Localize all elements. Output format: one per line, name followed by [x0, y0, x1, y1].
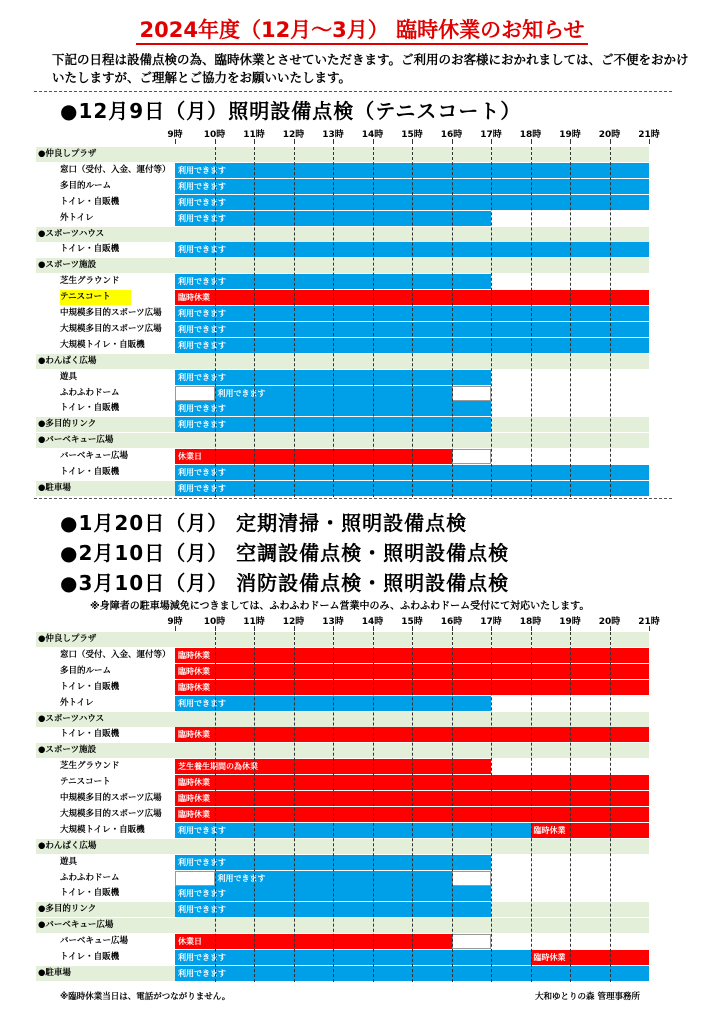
hour-label: 21時	[638, 130, 660, 140]
bar-label: 臨時休業	[178, 293, 210, 303]
facility-row	[36, 791, 649, 806]
facility-row	[36, 759, 649, 774]
facility-label: 芝生グラウンド	[60, 761, 120, 772]
facility-row	[36, 648, 649, 663]
hour-gridline	[531, 632, 532, 982]
hour-tick	[491, 139, 492, 144]
hour-gridline	[333, 632, 334, 982]
bar-label: 利用できます	[178, 197, 226, 207]
available-bar	[175, 950, 531, 965]
intro-text: 下記の日程は設備点検の為、臨時休業とさせていただきます。ご利用のお客様におかれましては、ご不便をおかけいたしますが、ご理解とご協力をお願いいたします。	[52, 52, 689, 85]
bar-label: 利用できます	[178, 277, 226, 287]
hour-tick	[531, 626, 532, 631]
empty-bar	[452, 934, 492, 949]
bar-label: 利用できます	[178, 404, 226, 414]
category-row	[36, 918, 649, 933]
hour-label: 19時	[559, 130, 581, 140]
hour-gridline	[531, 147, 532, 497]
category-label: ●多目的リンク	[38, 904, 97, 915]
facility-label: テニスコート	[60, 290, 131, 305]
category-label: ●駐車場	[38, 482, 71, 493]
hour-gridline	[254, 147, 255, 497]
bar-label: 臨時休業	[533, 953, 566, 962]
hour-gridline	[491, 632, 492, 982]
hour-tick	[452, 626, 453, 631]
available-bar	[175, 823, 531, 838]
facility-row	[36, 211, 649, 226]
hour-label: 9時	[167, 617, 183, 627]
bar-label: 臨時休業	[178, 666, 210, 676]
category-row	[36, 966, 649, 981]
bar-label: 休業日	[178, 452, 202, 462]
empty-bar	[175, 386, 215, 401]
facility-row	[36, 242, 649, 257]
bar-label: 利用できます	[178, 324, 226, 334]
section1-heading: ●12月9日（月）照明設備点検（テニスコート）	[60, 99, 522, 123]
hour-gridline	[294, 632, 295, 982]
category-row	[36, 147, 649, 162]
category-label: ●バーベキュー広場	[38, 920, 114, 931]
bar-label: 利用できます	[178, 483, 226, 493]
hour-gridline	[333, 147, 334, 497]
facility-label: バーベキュー広場	[60, 936, 129, 947]
facility-label: 中規模多目的スポーツ広場	[60, 793, 162, 803]
facility-label: 遊具	[60, 856, 78, 867]
hour-label: 16時	[440, 130, 463, 140]
hour-tick	[254, 626, 255, 631]
hour-gridline	[570, 632, 571, 982]
facility-label: 大規模多目的スポーツ広場	[60, 323, 162, 334]
hour-label: 20時	[598, 617, 621, 627]
section2-heading-1: ●1月20日（月） 定期清掃・照明設備点検	[60, 511, 468, 535]
hour-gridline	[610, 147, 611, 497]
bar-label: 利用できます	[178, 968, 226, 978]
hour-tick	[412, 626, 413, 631]
hour-label: 14時	[361, 617, 384, 627]
facility-label: テニスコート	[60, 777, 111, 788]
facility-row	[36, 274, 649, 289]
hour-tick	[254, 139, 255, 144]
hour-label: 18時	[519, 130, 542, 140]
facility-row	[36, 934, 649, 949]
facility-label: 大規模トイレ・自販機	[60, 339, 145, 350]
facility-row	[36, 727, 649, 742]
bar-label: 臨時休業	[178, 794, 210, 803]
category-label: ●スポーツ施設	[38, 745, 97, 756]
category-row	[36, 417, 649, 432]
facility-label: 中規模多目的スポーツ広場	[60, 308, 162, 318]
section2-heading-3: ●3月10日（月） 消防設備点検・照明設備点検	[60, 571, 510, 595]
closed-bar	[175, 449, 452, 464]
facility-label: トイレ・自販機	[60, 729, 120, 740]
category-row	[36, 433, 649, 448]
hour-gridline	[215, 632, 216, 982]
category-row	[36, 712, 649, 727]
bar-label: 利用できます	[178, 889, 226, 899]
facility-label: トイレ・自販機	[60, 244, 120, 255]
hour-gridline	[452, 147, 453, 497]
divider	[34, 498, 672, 499]
hour-label: 11時	[243, 130, 265, 140]
facility-label: 窓口（受付、入金、運付等）	[60, 164, 171, 175]
hour-tick	[452, 139, 453, 144]
category-row	[36, 839, 649, 854]
facility-label: トイレ・自販機	[60, 196, 120, 207]
facility-row	[36, 680, 649, 695]
facility-label: トイレ・自販機	[60, 952, 120, 962]
hour-gridline	[610, 632, 611, 982]
bar-label: 臨時休業	[178, 778, 210, 788]
footer-office: 大和ゆとりの森 管理事務所	[535, 992, 640, 1002]
hour-tick	[294, 626, 295, 631]
facility-label: 外トイレ	[60, 212, 94, 223]
hour-label: 9時	[167, 130, 183, 140]
empty-bar	[175, 871, 215, 886]
bar-label: 芝生養生期間の為休業	[178, 762, 258, 772]
hour-label: 12時	[282, 130, 305, 140]
facility-label: 窓口（受付、入金、運付等）	[60, 649, 171, 660]
bar-label: 利用できます	[217, 388, 266, 398]
bar-label: 臨時休業	[178, 682, 210, 692]
hour-label: 12時	[282, 617, 305, 627]
category-row	[36, 902, 649, 917]
empty-bar	[452, 386, 492, 401]
hour-label: 17時	[480, 617, 502, 627]
facility-row	[36, 855, 649, 870]
hour-gridline	[412, 147, 413, 497]
hour-label: 17時	[480, 130, 502, 140]
facility-label: 外トイレ	[60, 697, 94, 708]
category-row	[36, 743, 649, 758]
category-label: ●仲良しプラザ	[38, 149, 97, 159]
empty-bar	[452, 449, 492, 464]
category-label: ●駐車場	[38, 967, 71, 978]
closed-bar	[175, 934, 452, 949]
bar-label: 臨時休業	[178, 809, 210, 819]
facility-row	[36, 179, 649, 194]
hour-tick	[215, 139, 216, 144]
facility-label: ふわふわドーム	[60, 872, 120, 883]
facility-row	[36, 807, 649, 822]
facility-row	[36, 370, 649, 385]
bar-label: 利用できます	[178, 468, 226, 477]
hour-tick	[215, 626, 216, 631]
category-label: ●多目的リンク	[38, 419, 97, 430]
hour-tick	[610, 626, 611, 631]
hour-tick	[333, 139, 334, 144]
facility-row	[36, 401, 649, 416]
category-row	[36, 632, 649, 647]
hour-label: 20時	[598, 130, 621, 140]
bar-label: 利用できます	[178, 857, 226, 867]
bar-label: 利用できます	[178, 245, 226, 255]
hour-tick	[175, 139, 176, 144]
category-row	[36, 227, 649, 242]
facility-label: トイレ・自販機	[60, 888, 120, 899]
hour-gridline	[215, 147, 216, 497]
bar-label: 休業日	[178, 937, 202, 947]
facility-row	[36, 465, 649, 480]
bar-label: 利用できます	[178, 372, 226, 382]
facility-row	[36, 950, 649, 965]
category-label: ●バーベキュー広場	[38, 435, 114, 446]
hour-gridline	[452, 632, 453, 982]
bar-label: 臨時休業	[178, 730, 210, 740]
hour-tick	[570, 626, 571, 631]
hour-tick	[373, 139, 374, 144]
footer-note: ※臨時休業当日は、電話がつながりません。	[60, 992, 231, 1002]
category-row	[36, 258, 649, 273]
facility-row	[36, 696, 649, 711]
facility-label: 多目的ルーム	[60, 665, 112, 676]
facility-row	[36, 823, 649, 838]
bar-label: 利用できます	[178, 309, 226, 318]
hour-tick	[175, 626, 176, 631]
hour-tick	[373, 626, 374, 631]
facility-label: 大規模多目的スポーツ広場	[60, 808, 162, 819]
bar-label: 利用できます	[178, 340, 226, 350]
facility-row	[36, 163, 649, 178]
facility-label: ふわふわドーム	[60, 387, 120, 398]
hour-tick	[610, 139, 611, 144]
hour-tick	[649, 626, 650, 631]
hour-tick	[531, 139, 532, 144]
category-row	[36, 481, 649, 496]
hour-gridline	[373, 632, 374, 982]
facility-row	[36, 338, 649, 353]
category-label: ●スポーツハウス	[38, 713, 105, 724]
hour-tick	[294, 139, 295, 144]
hour-tick	[570, 139, 571, 144]
facility-row	[36, 775, 649, 790]
hour-label: 13時	[322, 130, 344, 140]
hour-tick	[491, 626, 492, 631]
bar-label: 利用できます	[178, 825, 226, 835]
bar-label: 利用できます	[178, 953, 226, 962]
section2-heading-2: ●2月10日（月） 空調設備点検・照明設備点検	[60, 541, 510, 565]
hour-gridline	[294, 147, 295, 497]
hour-gridline	[491, 147, 492, 497]
category-row	[36, 354, 649, 369]
empty-bar	[452, 871, 492, 886]
category-label: ●スポーツ施設	[38, 260, 97, 271]
hour-label: 10時	[203, 130, 226, 140]
facility-row	[36, 386, 649, 401]
bar-label: 利用できます	[217, 873, 266, 883]
category-label: ●わんぱく広場	[38, 840, 97, 851]
category-label: ●わんぱく広場	[38, 355, 97, 366]
hour-label: 16時	[440, 617, 463, 627]
hour-label: 21時	[638, 617, 660, 627]
facility-row	[36, 306, 649, 321]
divider	[34, 91, 672, 92]
facility-row	[36, 449, 649, 464]
facility-label: バーベキュー広場	[60, 451, 129, 462]
page-title	[0, 14, 724, 44]
hour-label: 14時	[361, 130, 384, 140]
hour-tick	[412, 139, 413, 144]
facility-label: 芝生グラウンド	[60, 276, 120, 287]
page-title-text: 2024年度（12月～3月） 臨時休業のお知らせ	[136, 18, 589, 45]
facility-row	[36, 886, 649, 901]
hour-label: 13時	[322, 617, 344, 627]
hour-label: 15時	[401, 130, 423, 140]
facility-row	[36, 195, 649, 210]
facility-label: 大規模トイレ・自販機	[60, 824, 145, 835]
facility-row	[36, 664, 649, 679]
category-label: ●スポーツハウス	[38, 228, 105, 239]
bar-label: 利用できます	[178, 213, 226, 223]
facility-label: トイレ・自販機	[60, 467, 120, 477]
hour-label: 18時	[519, 617, 542, 627]
bar-label: 利用できます	[178, 698, 226, 708]
hour-gridline	[254, 632, 255, 982]
hour-gridline	[570, 147, 571, 497]
facility-row	[36, 322, 649, 337]
parking-note: ※身障者の駐車場減免につきましては、ふわふわドーム営業中のみ、ふわふわドーム受付にて対応いたします。	[90, 601, 590, 612]
bar-label: 臨時休業	[533, 825, 566, 835]
bar-label: 利用できます	[178, 420, 226, 430]
bar-label: 利用できます	[178, 181, 226, 191]
hour-gridline	[373, 147, 374, 497]
category-label: ●仲良しプラザ	[38, 634, 97, 644]
facility-label: トイレ・自販機	[60, 403, 120, 414]
facility-label: トイレ・自販機	[60, 681, 120, 692]
hour-label: 15時	[401, 617, 423, 627]
facility-row	[36, 871, 649, 886]
hour-label: 11時	[243, 617, 265, 627]
hour-tick	[649, 139, 650, 144]
bar-label: 臨時休業	[178, 650, 210, 660]
hour-tick	[333, 626, 334, 631]
facility-label: 遊具	[60, 371, 78, 382]
bar-label: 利用できます	[178, 905, 226, 915]
hour-label: 19時	[559, 617, 581, 627]
hour-gridline	[412, 632, 413, 982]
facility-label: 多目的ルーム	[60, 180, 112, 191]
facility-row	[36, 290, 649, 305]
hour-label: 10時	[203, 617, 226, 627]
bar-label: 利用できます	[178, 165, 226, 175]
